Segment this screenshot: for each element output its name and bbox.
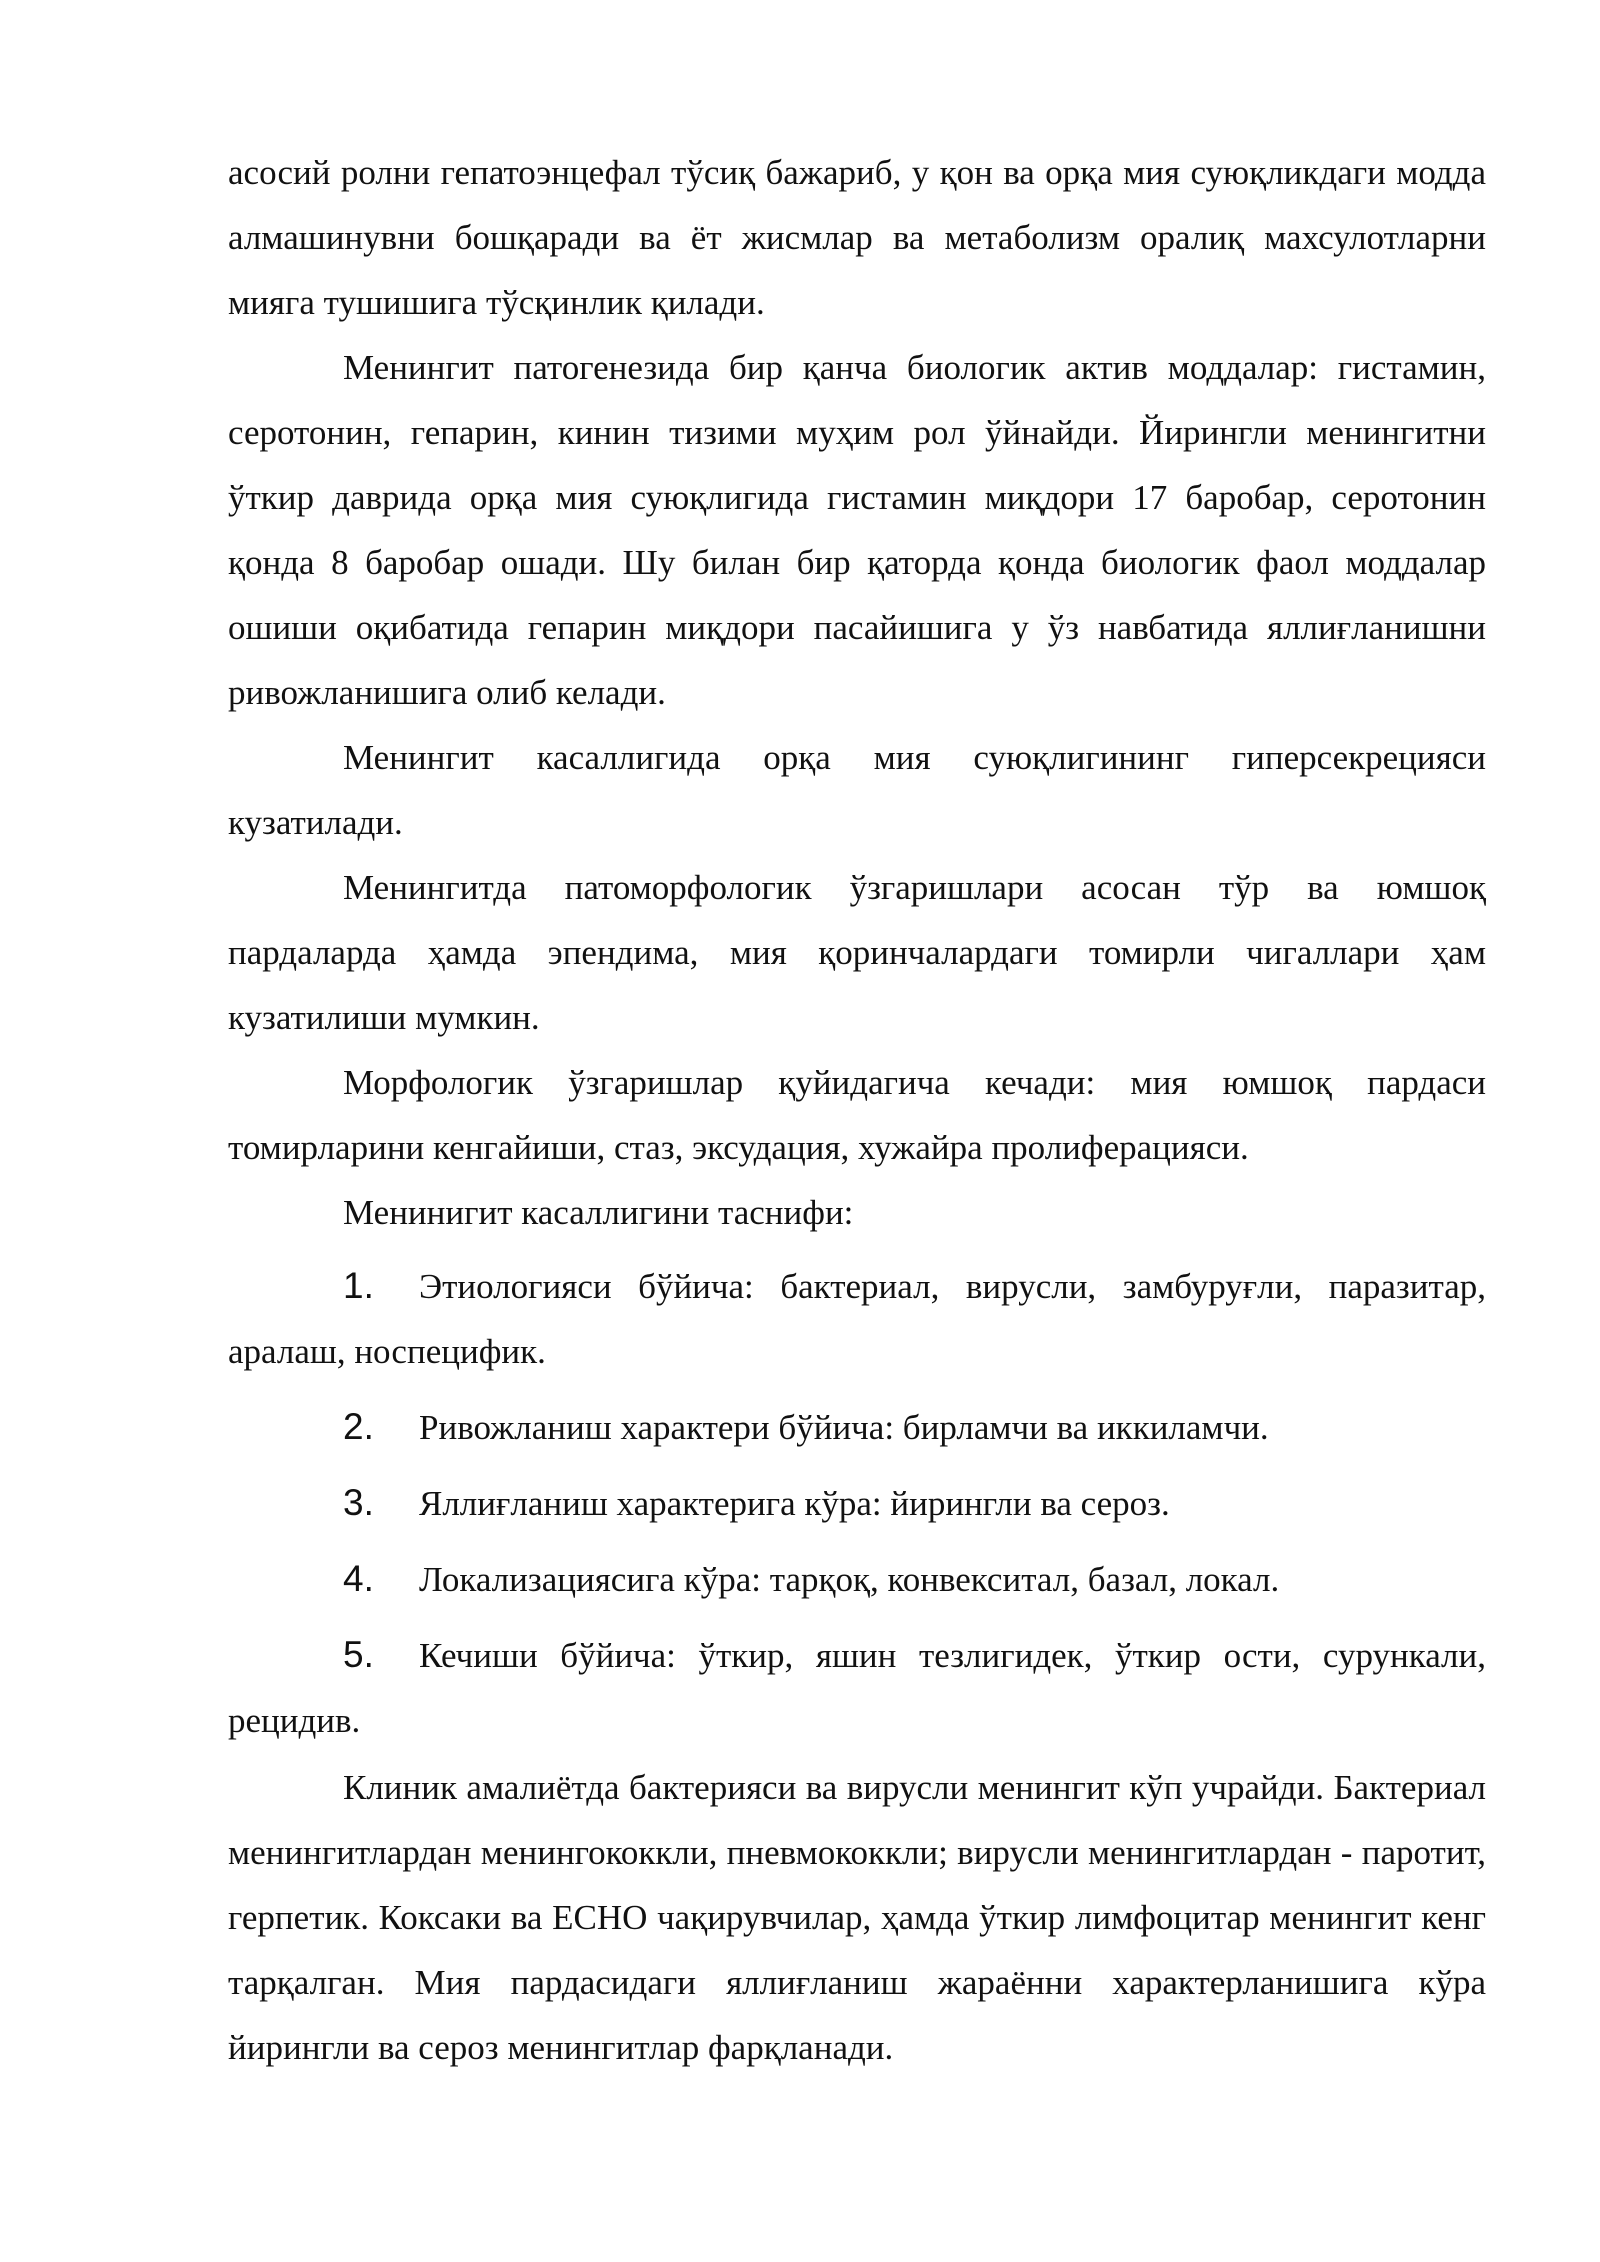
paragraph-clinical-practice: Клиник амалиётда бактерияси ва вирусли менингит кўп учрайди. Бактериал менингитлардан менингококкли, пневмококкли; вирусли менингитлардан - паротит, герпетик. Коксаки ва ЕСНО чақирувчилар, ҳамда ўткир лимфоцитар менингит кенг тарқалган. Мия пардасидаги яллиғланиш жараённи характерланишига кўра йирингли ва сероз менингитлар фарқланади. — [228, 1768, 1486, 2067]
list-item-number: 5. — [343, 1634, 374, 1675]
list-item-number: 1. — [343, 1265, 374, 1306]
list-item-text: Кечиши бўйича: ўткир, яшин тезлигидек, ўткир ости, сурункали, рецидив. — [228, 1636, 1486, 1740]
list-item-number: 4. — [343, 1558, 374, 1599]
document-page — [228, 140, 1486, 2080]
list-item-number: 2. — [343, 1406, 374, 1447]
paragraph-blood-brain-barrier: асосий ролни гепатоэнцефал тўсиқ бажариб, у қон ва орқа мия суюқликдаги модда алмашинувни бошқаради ва ёт жисмлар ва метаболизм оралиқ махсулотларни мияга тушишига тўсқинлик қилади. — [228, 153, 1486, 322]
list-item — [228, 1245, 1486, 1386]
paragraph-pathogenesis: Менингит патогенезида бир қанча биологик актив моддалар: гистамин, серотонин, гепарин, кинин тизими муҳим рол ўйнайди. Йирингли менингитни ўткир даврида орқа мия суюқлигида гистамин миқдори 17 баробар, серотонин қонда 8 баробар ошади. Шу билан бир қаторда қонда биологик фаол моддалар ошиши оқибатида гепарин миқдори пасайишига у ўз навбатида яллиғланишни ривожланишига олиб келади. — [228, 348, 1486, 712]
list-item — [228, 1538, 1486, 1614]
list-item — [228, 1462, 1486, 1538]
list-item-text: Этиологияси бўйича: бактериал, вирусли, замбуруғли, паразитар, аралаш, носпецифик. — [228, 1267, 1486, 1371]
paragraph-hypersecretion: Менингит касаллигида орқа мия суюқлигининг гиперсекрецияси кузатилади. — [228, 738, 1486, 842]
list-item — [228, 1386, 1486, 1462]
list-item — [228, 1614, 1486, 1755]
list-item-text: Яллиғланиш характерига кўра: йирингли ва сероз. — [419, 1484, 1170, 1523]
list-item-number: 3. — [343, 1482, 374, 1523]
classification-list — [228, 1245, 1486, 1755]
paragraph-pathomorphology: Менингитда патоморфологик ўзгаришлари асосан тўр ва юмшоқ пардаларда ҳамда эпендима, мия қоринчалардаги томирли чигаллари ҳам кузатилиши мумкин. — [228, 868, 1486, 1037]
paragraph-morphological-changes: Морфологик ўзгаришлар қуйидагича кечади: мия юмшоқ пардаси томирларини кенгайиши, стаз, эксудация, хужайра пролиферацияси. — [228, 1063, 1486, 1167]
list-item-text: Ривожланиш характери бўйича: бирламчи ва иккиламчи. — [419, 1408, 1269, 1447]
list-item-text: Локализациясига кўра: тарқоқ, конвекситал, базал, локал. — [419, 1560, 1280, 1599]
paragraph-classification-heading: Менинигит касаллигини таснифи: — [343, 1193, 854, 1232]
